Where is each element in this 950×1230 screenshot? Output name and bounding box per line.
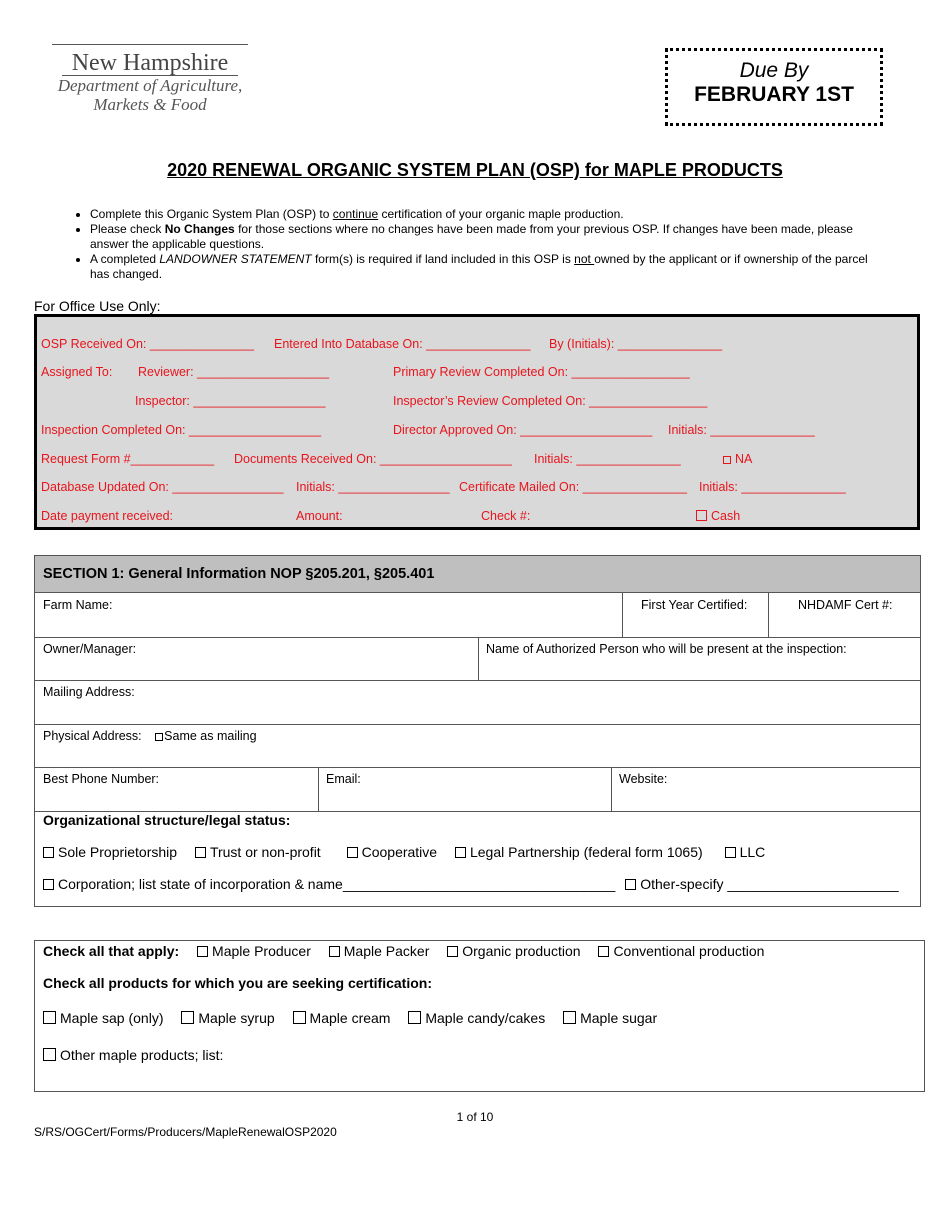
db-updated-field[interactable]: Database Updated On: ________________ xyxy=(41,480,284,494)
logo-dept-line1: Department of Agriculture, xyxy=(57,76,243,95)
inspector-field[interactable]: Inspector: ___________________ xyxy=(135,394,326,408)
farm-name-field[interactable]: Farm Name: xyxy=(43,598,113,612)
na-checkbox[interactable]: NA xyxy=(723,452,752,466)
authorized-person-field[interactable]: Name of Authorized Person who will be present at the inspection: xyxy=(486,642,847,656)
logo-name: New Hampshire xyxy=(71,50,229,76)
checkbox-icon xyxy=(197,946,208,957)
inspector-review-field[interactable]: Inspector’s Review Completed On: _________________ xyxy=(393,394,708,408)
org-structure-label: Organizational structure/legal status: xyxy=(43,812,291,828)
date-payment-field[interactable]: Date payment received: xyxy=(41,509,174,523)
maple-sap-checkbox[interactable]: Maple sap (only) xyxy=(43,1010,164,1026)
physical-address-field[interactable] xyxy=(35,724,922,767)
corporation-checkbox[interactable]: Corporation; list state of incorporation & name___________________________________ xyxy=(43,876,615,892)
amount-field[interactable]: Amount: xyxy=(296,509,343,523)
logo-dept-line2: Markets & Food xyxy=(93,95,207,114)
apply-row xyxy=(43,943,764,959)
checkbox-icon xyxy=(563,1011,576,1024)
maple-candy-checkbox[interactable]: Maple candy/cakes xyxy=(408,1010,545,1026)
cooperative-checkbox[interactable]: Cooperative xyxy=(347,844,438,860)
checkbox-icon xyxy=(43,879,54,890)
logo-top-rule xyxy=(52,44,248,45)
inspection-completed-field[interactable]: Inspection Completed On: ___________________ xyxy=(41,423,322,437)
conventional-production-checkbox[interactable]: Conventional production xyxy=(598,943,764,959)
section1-general-info xyxy=(34,555,921,907)
instruction-item: • Please check No Changes for those sections where no changes have been made from your previous OSP. If changes have been made, please answer the applicable questions. xyxy=(90,222,870,252)
checkbox-icon xyxy=(195,847,206,858)
section1-heading: SECTION 1: General Information NOP §205.201, §205.401 xyxy=(35,556,920,593)
by-initials-field[interactable]: By (Initials): _______________ xyxy=(549,337,723,351)
document-path: S/RS/OGCert/Forms/Producers/MapleRenewalOSP2020 xyxy=(34,1125,337,1139)
products-label: Check all products for which you are seeking certification: xyxy=(43,975,432,991)
checkbox-icon xyxy=(447,946,458,957)
mailing-address-field[interactable]: Mailing Address: xyxy=(43,685,135,699)
same-as-mailing-checkbox[interactable]: Same as mailing xyxy=(155,729,256,743)
page-number: 1 of 10 xyxy=(456,1110,494,1124)
page-title: 2020 RENEWAL ORGANIC SYSTEM PLAN (OSP) for MAPLE PRODUCTS xyxy=(167,160,783,180)
initials-field[interactable]: Initials: _______________ xyxy=(534,452,681,466)
physical-address-label: Physical Address: xyxy=(43,729,142,743)
checkbox-icon xyxy=(455,847,466,858)
director-approved-field[interactable]: Director Approved On: ___________________ xyxy=(393,423,653,437)
maple-sugar-checkbox[interactable]: Maple sugar xyxy=(563,1010,657,1026)
instructions-list xyxy=(60,207,870,282)
checkbox-icon xyxy=(625,879,636,890)
nh-agriculture-logo xyxy=(50,44,250,114)
divider xyxy=(622,593,623,637)
checkbox-icon xyxy=(155,733,163,741)
trust-nonprofit-checkbox[interactable]: Trust or non-profit xyxy=(195,844,321,860)
other-specify-checkbox[interactable]: Other-specify ______________________ xyxy=(625,876,898,892)
request-form-field[interactable]: Request Form #____________ xyxy=(41,452,215,466)
org-options-row xyxy=(43,844,765,860)
checkbox-icon xyxy=(408,1011,421,1024)
checkbox-icon xyxy=(329,946,340,957)
checkbox-icon xyxy=(723,456,731,464)
org-options-row-2 xyxy=(43,876,899,892)
phone-field[interactable]: Best Phone Number: xyxy=(43,772,160,786)
maple-producer-checkbox[interactable]: Maple Producer xyxy=(197,943,311,959)
due-date-box xyxy=(665,48,883,126)
cash-checkbox[interactable]: Cash xyxy=(696,509,740,523)
organic-production-checkbox[interactable]: Organic production xyxy=(447,943,580,959)
checkbox-icon xyxy=(43,847,54,858)
primary-review-field[interactable]: Primary Review Completed On: _________________ xyxy=(393,365,690,379)
checkbox-icon xyxy=(43,1011,56,1024)
check-all-label: Check all that apply: xyxy=(43,943,180,959)
owner-manager-field[interactable]: Owner/Manager: xyxy=(43,642,137,656)
maple-packer-checkbox[interactable]: Maple Packer xyxy=(329,943,430,959)
office-use-box xyxy=(34,314,920,530)
checkbox-icon xyxy=(347,847,358,858)
initials-field[interactable]: Initials: _______________ xyxy=(668,423,815,437)
first-year-field[interactable]: First Year Certified: xyxy=(641,598,748,612)
initials-field[interactable]: Initials: _______________ xyxy=(699,480,846,494)
products-section xyxy=(34,940,925,1092)
divider xyxy=(768,593,769,637)
office-use-label: For Office Use Only: xyxy=(34,298,161,314)
sole-proprietorship-checkbox[interactable]: Sole Proprietorship xyxy=(43,844,177,860)
products-row xyxy=(43,1010,657,1026)
checkbox-icon xyxy=(598,946,609,957)
due-date: FEBRUARY 1ST xyxy=(694,83,854,106)
instruction-item: • Complete this Organic System Plan (OSP) to continue certification of your organic maple production. xyxy=(90,207,870,222)
reviewer-field[interactable]: Reviewer: ___________________ xyxy=(138,365,330,379)
maple-syrup-checkbox[interactable]: Maple syrup xyxy=(181,1010,274,1026)
assigned-to-label: Assigned To: xyxy=(41,365,113,379)
initials-field[interactable]: Initials: ________________ xyxy=(296,480,450,494)
email-field[interactable]: Email: xyxy=(326,772,361,786)
maple-cream-checkbox[interactable]: Maple cream xyxy=(293,1010,391,1026)
checkbox-icon xyxy=(43,1048,56,1061)
other-products-checkbox[interactable]: Other maple products; list: xyxy=(43,1047,223,1063)
entered-db-field[interactable]: Entered Into Database On: _______________ xyxy=(274,337,531,351)
documents-received-field[interactable]: Documents Received On: ___________________ xyxy=(234,452,512,466)
check-number-field[interactable]: Check #: xyxy=(481,509,531,523)
due-by-label: Due By xyxy=(739,59,809,82)
checkbox-icon xyxy=(181,1011,194,1024)
cert-number-field[interactable]: NHDAMF Cert #: xyxy=(798,598,893,612)
llc-checkbox[interactable]: LLC xyxy=(725,844,766,860)
checkbox-icon xyxy=(725,847,736,858)
checkbox-icon xyxy=(696,510,707,521)
legal-partnership-checkbox[interactable]: Legal Partnership (federal form 1065) xyxy=(455,844,703,860)
instruction-item: • A completed LANDOWNER STATEMENT form(s) is required if land included in this OSP is not owned by the applicant or if ownership of the parcel has changed. xyxy=(90,252,870,282)
cert-mailed-field[interactable]: Certificate Mailed On: _______________ xyxy=(459,480,687,494)
osp-received-field[interactable]: OSP Received On: _______________ xyxy=(41,337,255,351)
website-field[interactable]: Website: xyxy=(619,772,668,786)
checkbox-icon xyxy=(293,1011,306,1024)
